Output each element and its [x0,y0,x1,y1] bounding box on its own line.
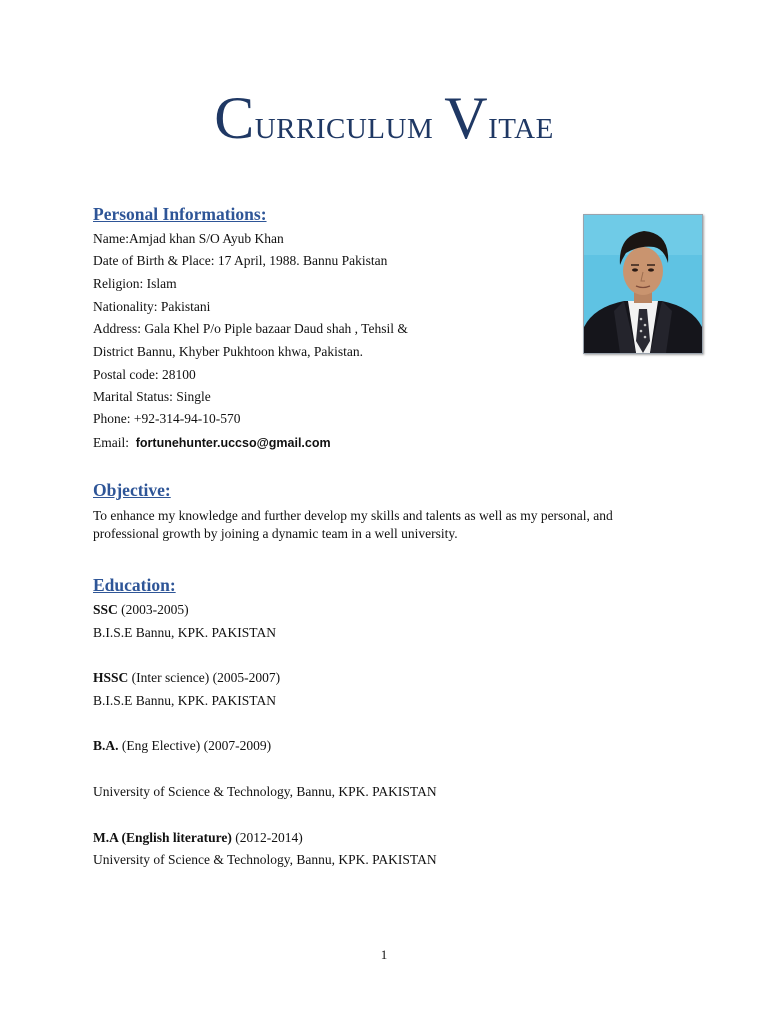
education-item-degree [93,603,189,617]
objective-heading: Objective: [93,480,171,500]
degree-detail: (Inter science) (2005-2007) [128,670,281,685]
page-number: 1 [380,947,388,962]
education-item-institution: University of Science & Technology, Bannu, KPK. PAKISTAN [93,852,437,867]
personal-address-line2: District Bannu, Khyber Pukhtoon khwa, Pakistan. [93,344,363,359]
education-item-institution: B.I.S.E Bannu, KPK. PAKISTAN [93,693,276,708]
personal-email [93,436,331,450]
objective-text: To enhance my knowledge and further develop my skills and talents as well as my personal, and professional growth by joining a dynamic team in a well university. [93,508,613,541]
personal-marital-status: Marital Status: Single [93,389,211,404]
degree-detail: (2012-2014) [231,830,303,845]
personal-info-heading: Personal Informations: [93,204,267,224]
personal-address-line1: Address: Gala Khel P/o Piple bazaar Daud shah , Tehsil & [93,321,408,336]
degree-detail: (2003-2005) [117,602,189,617]
degree-name: M.A (English literature) [93,830,232,845]
education-item-institution: University of Science & Technology, Bannu, KPK. PAKISTAN [93,784,437,799]
personal-dob: Date of Birth & Place: 17 April, 1988. Bannu Pakistan [93,253,388,268]
personal-name: Name:Amjad khan S/O Ayub Khan [93,231,284,246]
document-title [0,85,768,151]
personal-postal-code: Postal code: 28100 [93,367,196,382]
education-item-degree [93,739,271,753]
personal-religion: Religion: Islam [93,276,177,291]
title-initial-v: V [444,85,489,151]
email-link[interactable]: fortunehunter.uccso@gmail.com [135,436,331,450]
degree-name: SSC [93,602,118,617]
education-item-degree [93,831,303,845]
title-word-vitae: itae [488,102,554,148]
email-label: Email: [93,435,129,450]
education-item-degree [93,671,280,685]
personal-phone: Phone: +92-314-94-10-570 [93,411,241,426]
education-item-institution: B.I.S.E Bannu, KPK. PAKISTAN [93,625,276,640]
title-initial-c: C [214,85,255,151]
personal-nationality: Nationality: Pakistani [93,299,211,314]
title-word-curriculum: urriculum [254,102,434,148]
profile-photo [583,214,703,354]
degree-name: HSSC [93,670,129,685]
portrait-image [584,215,702,353]
degree-detail: (Eng Elective) (2007-2009) [118,738,272,753]
education-heading: Education: [93,575,176,595]
degree-name: B.A. [93,738,119,753]
